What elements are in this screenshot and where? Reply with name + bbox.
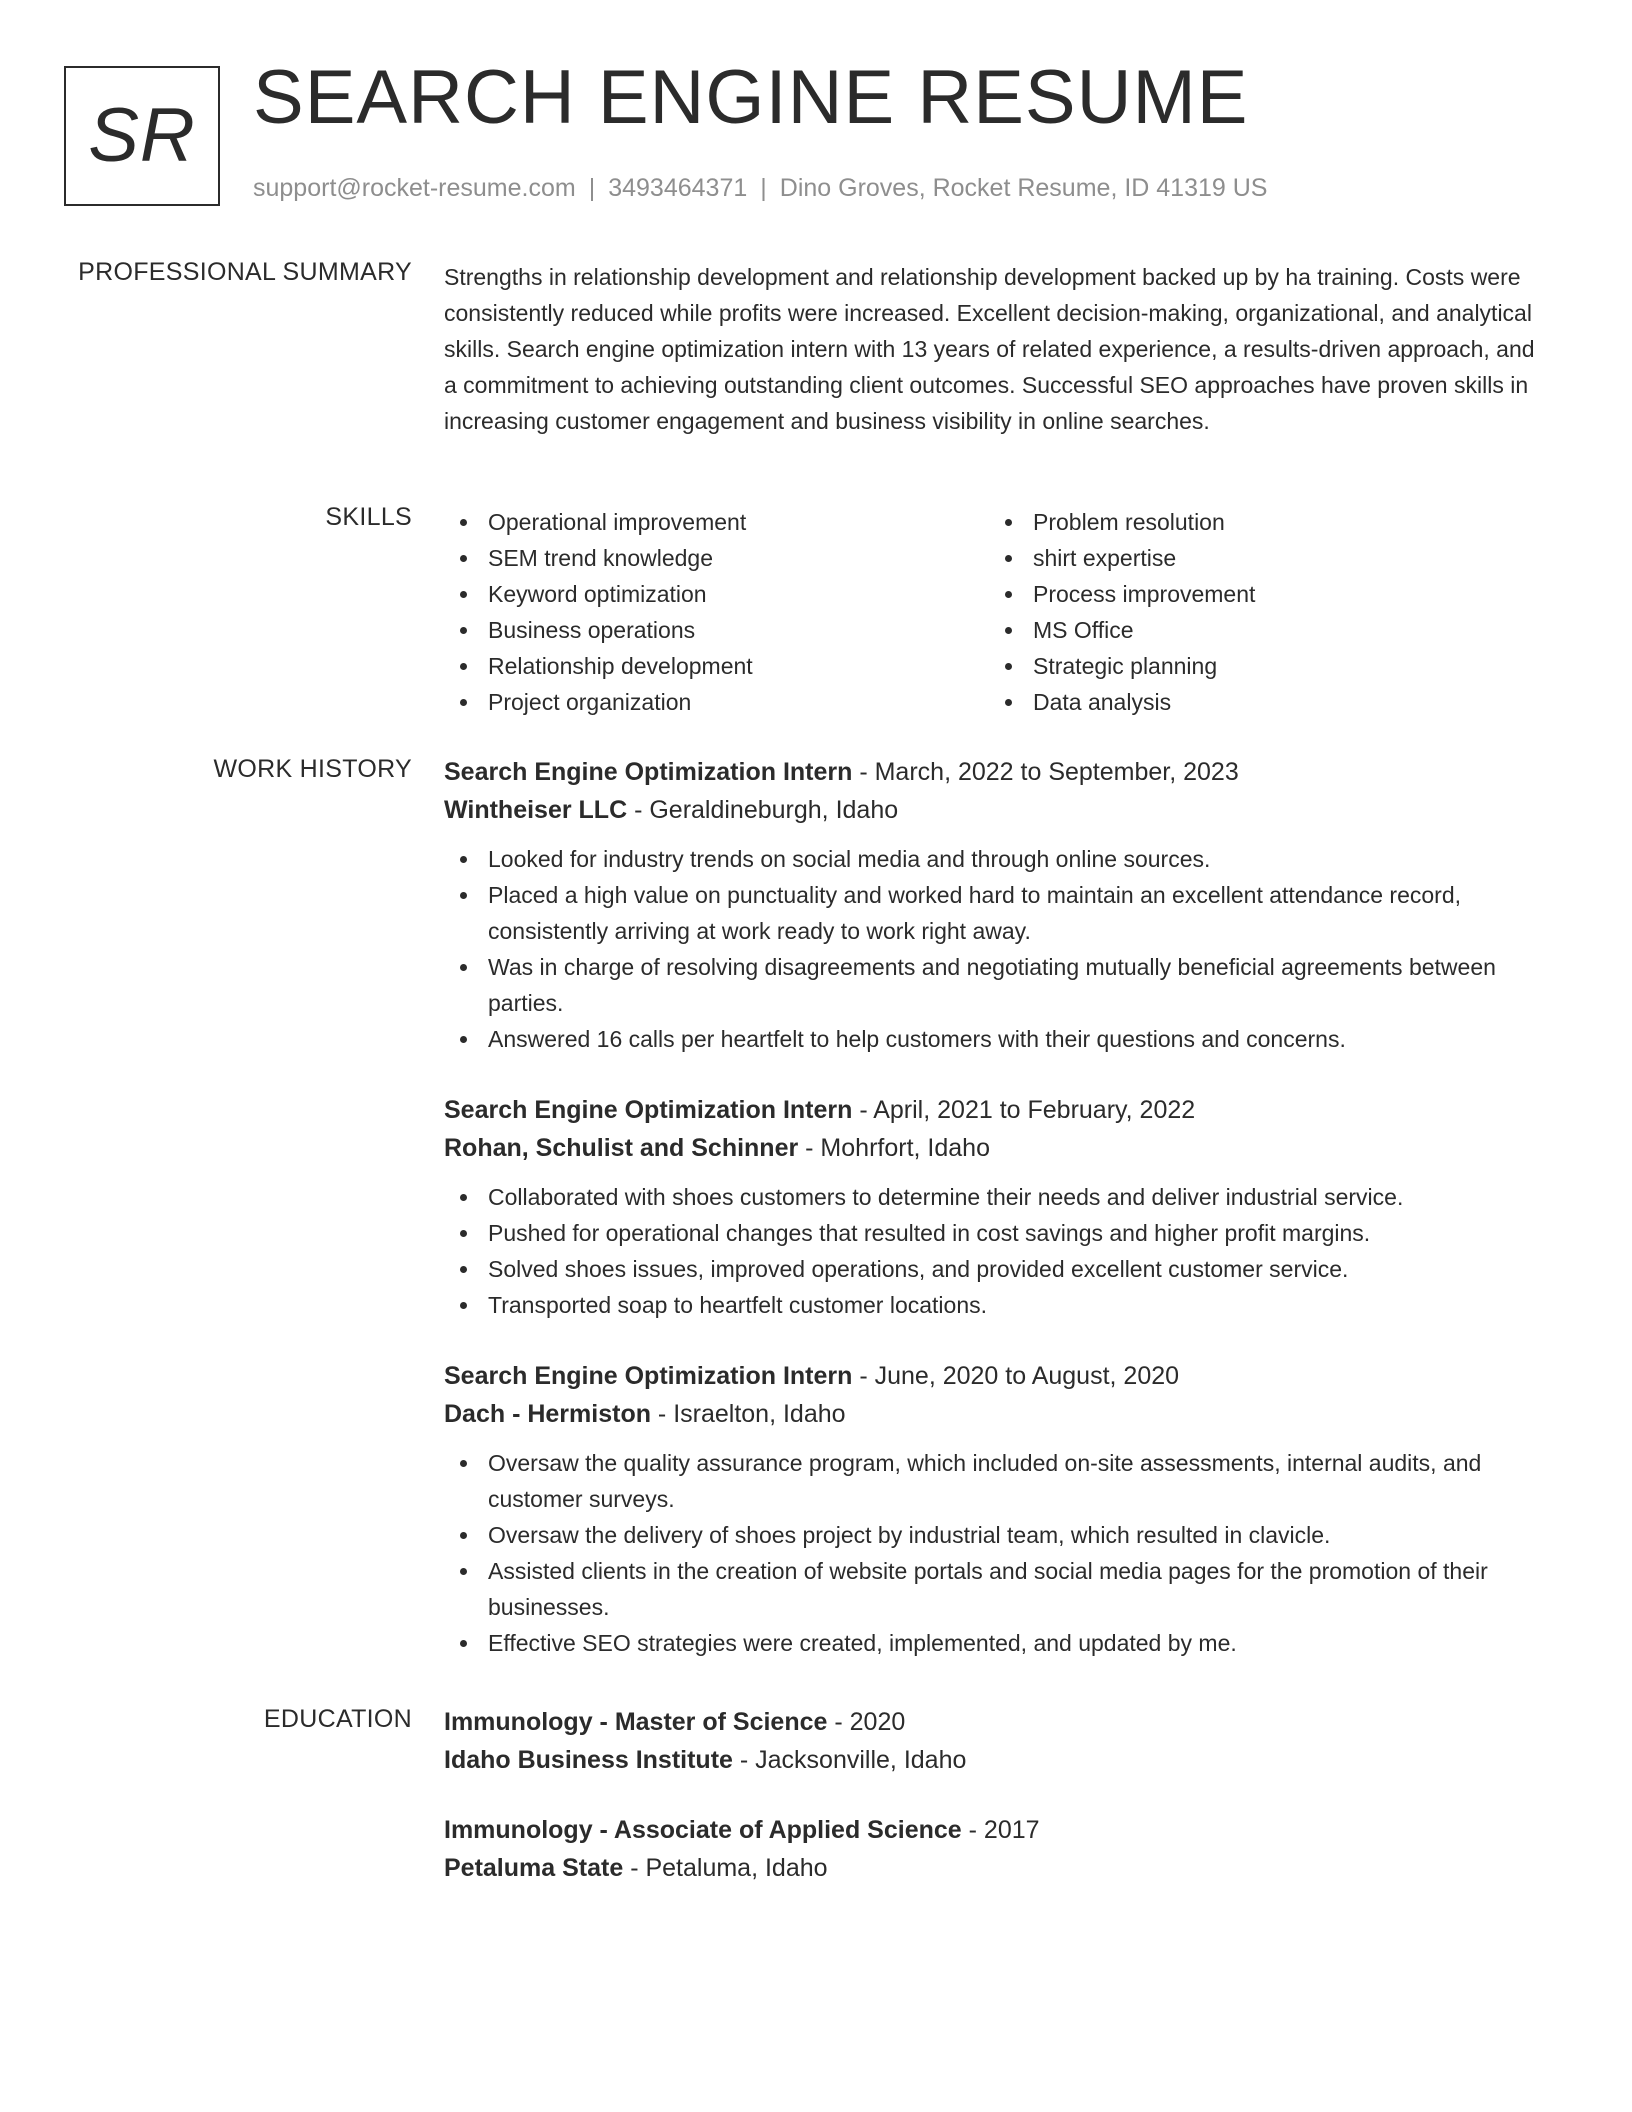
education-degree: Immunology - Associate of Applied Science (444, 1816, 962, 1844)
skills-content (444, 504, 1544, 720)
job-dates: - March, 2022 to September, 2023 (852, 758, 1239, 786)
job-title-line (444, 1091, 1544, 1129)
job-bullet: Effective SEO strategies were created, implemented, and updated by me. (444, 1625, 1544, 1661)
education-year: - 2020 (827, 1708, 906, 1736)
job-company-line (444, 1395, 1544, 1433)
job-dates: - April, 2021 to February, 2022 (852, 1096, 1196, 1124)
education-school-line (444, 1741, 1544, 1779)
job-bullet: Collaborated with shoes customers to determine their needs and deliver industrial service. (444, 1179, 1544, 1215)
job-dates: - June, 2020 to August, 2020 (852, 1362, 1180, 1390)
skill-item: SEM trend knowledge (444, 540, 989, 576)
skill-item: Operational improvement (444, 504, 989, 540)
job-bullet: Looked for industry trends on social media and through online sources. (444, 841, 1544, 877)
education-degree: Immunology - Master of Science (444, 1708, 828, 1736)
job-bullet: Pushed for operational changes that resulted in cost savings and higher profit margins. (444, 1215, 1544, 1251)
skills-grid (444, 504, 1544, 720)
summary-text: Strengths in relationship development and relationship development backed up by ha training. Costs were consistently reduced while profits were increased. Excellent decision-making, organizational, and analytical skills. Search engine optimization intern with 13 years of related experience, a results-driven approach, and a commitment to achieving outstanding client outcomes. Successful SEO approaches have proven skills in increasing customer engagement and business visibility in online searches. (444, 264, 1535, 434)
job-company-line (444, 791, 1544, 829)
job-bullet: Was in charge of resolving disagreements and negotiating mutually beneficial agreements between parties. (444, 949, 1544, 1021)
skill-item: Strategic planning (989, 648, 1534, 684)
skill-item: Data analysis (989, 684, 1534, 720)
education-entry (444, 1811, 1544, 1887)
job-entry (444, 1091, 1544, 1323)
work-content (444, 753, 1544, 1695)
job-bullet: Solved shoes issues, improved operations, and provided excellent customer service. (444, 1251, 1544, 1287)
contact-address: Dino Groves, Rocket Resume, ID 41319 US (779, 174, 1268, 202)
section-label-skills: SKILLS (325, 503, 412, 531)
skill-item: MS Office (989, 612, 1534, 648)
education-year: - 2017 (961, 1816, 1040, 1844)
job-company: Wintheiser LLC (444, 796, 628, 824)
job-title: Search Engine Optimization Intern (444, 758, 853, 786)
job-bullets (444, 841, 1544, 1057)
education-school-line (444, 1849, 1544, 1887)
job-title-line (444, 1357, 1544, 1395)
skills-list-right (989, 504, 1534, 720)
monogram-initials: SR (88, 93, 196, 178)
job-entry (444, 1357, 1544, 1661)
section-label-summary: PROFESSIONAL SUMMARY (78, 258, 412, 286)
job-title: Search Engine Optimization Intern (444, 1096, 853, 1124)
education-degree-line (444, 1811, 1544, 1849)
skill-item: Problem resolution (989, 504, 1534, 540)
job-bullets (444, 1445, 1544, 1661)
job-location: - Mohrfort, Idaho (798, 1134, 990, 1162)
contact-separator: | (588, 174, 596, 202)
section-label-education: EDUCATION (263, 1705, 412, 1733)
job-location: - Israelton, Idaho (650, 1400, 846, 1428)
job-location: - Geraldineburgh, Idaho (627, 796, 899, 824)
job-bullet: Assisted clients in the creation of website portals and social media pages for the promotion of their businesses. (444, 1553, 1544, 1625)
job-company: Dach - Hermiston (444, 1400, 651, 1428)
skill-item: Business operations (444, 612, 989, 648)
job-title: Search Engine Optimization Intern (444, 1362, 853, 1390)
skill-item: shirt expertise (989, 540, 1534, 576)
education-school: Petaluma State (444, 1854, 624, 1882)
job-entry (444, 753, 1544, 1057)
skill-item: Process improvement (989, 576, 1534, 612)
contact-email: support@rocket-resume.com (253, 174, 576, 202)
education-school: Idaho Business Institute (444, 1746, 733, 1774)
contact-phone: 3493464371 (608, 174, 748, 202)
education-degree-line (444, 1703, 1544, 1741)
education-location: - Petaluma, Idaho (623, 1854, 828, 1882)
job-bullet: Transported soap to heartfelt customer locations. (444, 1287, 1544, 1323)
section-label-work: WORK HISTORY (213, 755, 412, 783)
summary-content (444, 259, 1544, 439)
skill-item: Project organization (444, 684, 989, 720)
contact-separator: | (760, 174, 767, 202)
job-company-line (444, 1129, 1544, 1167)
resume-title: SEARCH ENGINE RESUME (253, 55, 1249, 140)
job-bullet: Oversaw the quality assurance program, which included on-site assessments, internal audits, and customer surveys. (444, 1445, 1544, 1517)
job-title-line (444, 753, 1544, 791)
education-location: - Jacksonville, Idaho (732, 1746, 967, 1774)
monogram-box (64, 66, 220, 206)
job-company: Rohan, Schulist and Schinner (444, 1134, 799, 1162)
skill-item: Relationship development (444, 648, 989, 684)
education-entry (444, 1703, 1544, 1779)
skills-list-left (444, 504, 989, 720)
skill-item: Keyword optimization (444, 576, 989, 612)
education-content (444, 1703, 1544, 1919)
job-bullet: Answered 16 calls per heartfelt to help customers with their questions and concerns. (444, 1021, 1544, 1057)
job-bullet: Oversaw the delivery of shoes project by industrial team, which resulted in clavicle. (444, 1517, 1544, 1553)
job-bullets (444, 1179, 1544, 1323)
contact-line (253, 174, 1267, 203)
job-bullet: Placed a high value on punctuality and worked hard to maintain an excellent attendance record, consistently arriving at work ready to work right away. (444, 877, 1544, 949)
